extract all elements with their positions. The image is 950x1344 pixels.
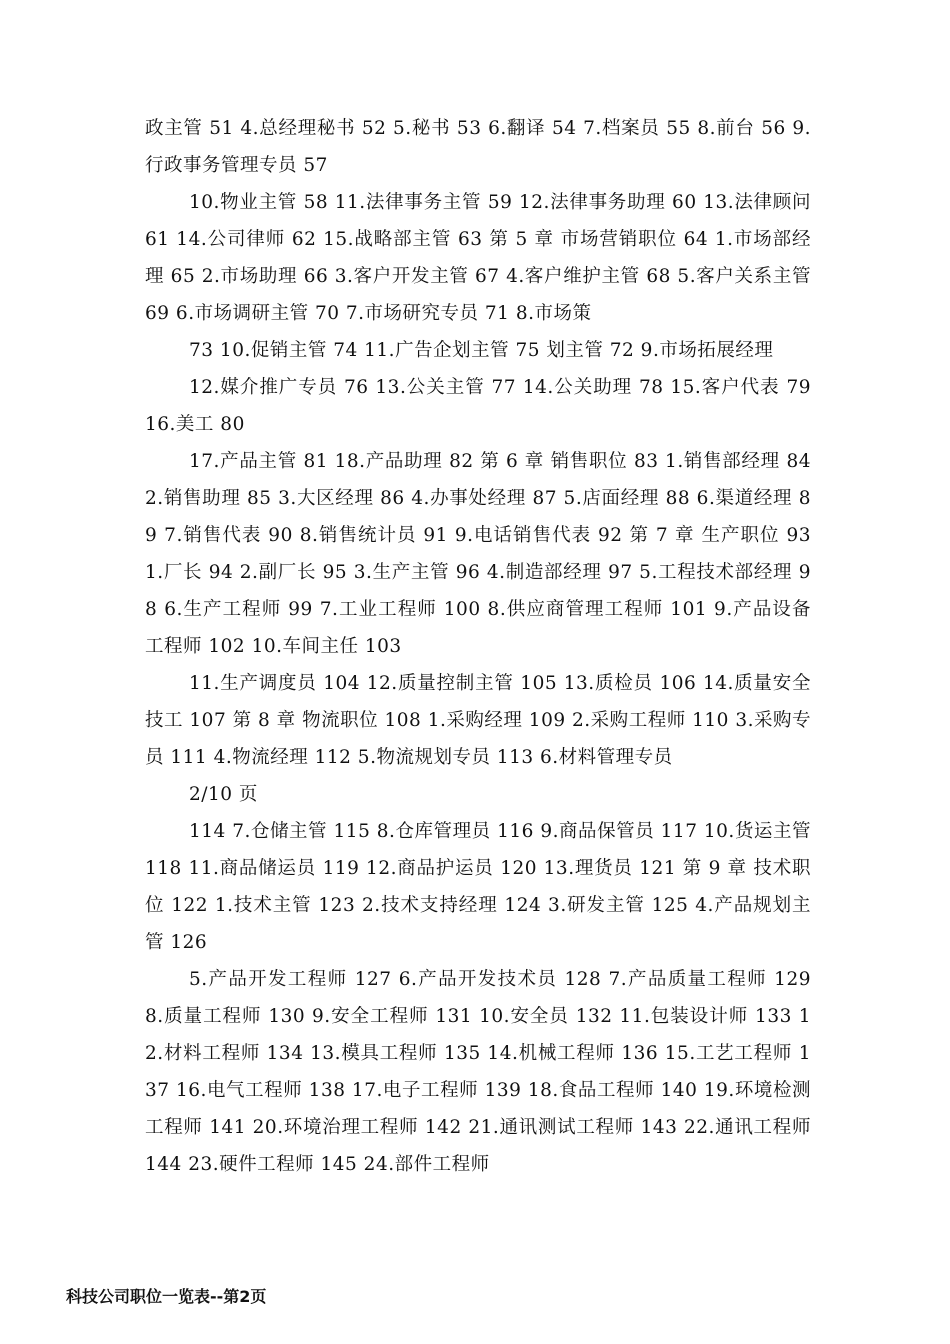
paragraph-1: 政主管 51 4.总经理秘书 52 5.秘书 53 6.翻译 54 7.档案员 55 8.前台 56 9.行政事务管理专员 57 bbox=[145, 118, 811, 176]
page-indicator: 2/10 页 bbox=[189, 784, 258, 805]
paragraph-2: 10.物业主管 58 11.法律事务主管 59 12.法律事务助理 60 13.法律顾问 61 14.公司律师 62 15.战略部主管 63 第 5 章 市场营销职位 64 1.市场部经理 65 2.市场助理 66 3.客户开发主管 67 4.客户维护主管 68 5.客户关系主管 69 6.市场调研主管 70 7.市场研究专员 71 8.市场策 bbox=[145, 192, 811, 324]
paragraph-8: 5.产品开发工程师 127 6.产品开发技术员 128 7.产品质量工程师 129 8.质量工程师 130 9.安全工程师 131 10.安全员 132 11.包装设计师 133 12.材料工程师 134 13.模具工程师 135 14.机械工程师 136 15.工艺工程师 137 16.电气工程师 138 17.电子工程师 139 18.食品工程师 140 19.环境检测工程师 141 20.环境治理工程师 142 21.通讯测试工程师 143 22.通讯工程师 144 23.硬件工程师 145 24.部件工程师 bbox=[145, 969, 811, 1175]
document-body bbox=[145, 110, 811, 1183]
paragraph-6: 11.生产调度员 104 12.质量控制主管 105 13.质检员 106 14.质量安全技工 107 第 8 章 物流职位 108 1.采购经理 109 2.采购工程师 110 3.采购专员 111 4.物流经理 112 5.物流规划专员 113 6.材料管理专员 bbox=[145, 673, 811, 768]
paragraph-7: 114 7.仓储主管 115 8.仓库管理员 116 9.商品保管员 117 10.货运主管 118 11.商品储运员 119 12.商品护运员 120 13.理货员 121 第 9 章 技术职位 122 1.技术主管 123 2.技术支持经理 124 3.研发主管 125 4.产品规划主管 126 bbox=[145, 821, 811, 953]
paragraph-3: 73 10.促销主管 74 11.广告企划主管 75 划主管 72 9.市场拓展经理 bbox=[189, 340, 774, 361]
page-footer: 科技公司职位一览表--第2页 bbox=[66, 1287, 267, 1306]
paragraph-4: 12.媒介推广专员 76 13.公关主管 77 14.公关助理 78 15.客户代表 79 16.美工 80 bbox=[145, 377, 811, 435]
paragraph-5: 17.产品主管 81 18.产品助理 82 第 6 章 销售职位 83 1.销售部经理 84 2.销售助理 85 3.大区经理 86 4.办事处经理 87 5.店面经理 88 6.渠道经理 89 7.销售代表 90 8.销售统计员 91 9.电话销售代表 92 第 7 章 生产职位 93 1.厂长 94 2.副厂长 95 3.生产主管 96 4.制造部经理 97 5.工程技术部经理 98 6.生产工程师 99 7.工业工程师 100 8.供应商管理工程师 101 9.产品设备工程师 102 10.车间主任 103 bbox=[145, 451, 811, 657]
